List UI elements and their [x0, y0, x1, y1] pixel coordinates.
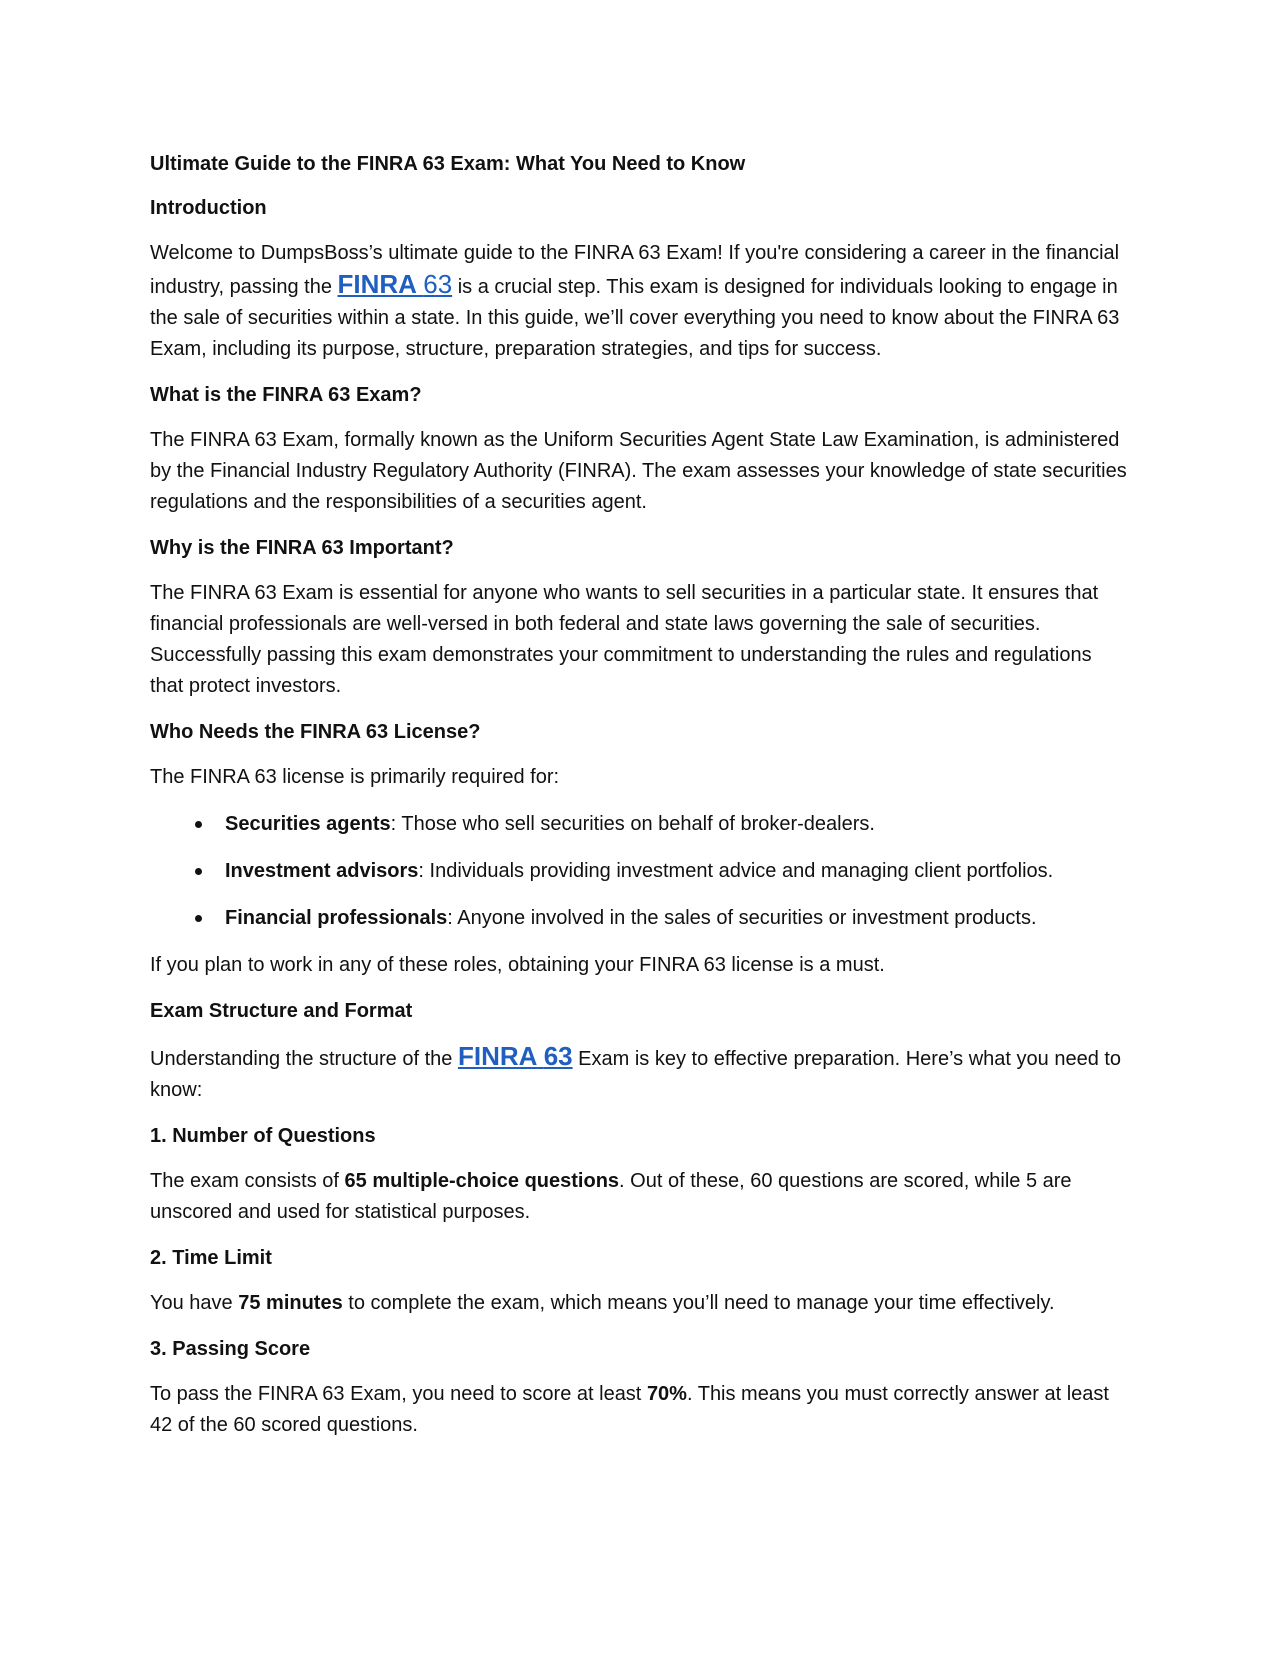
subsection-heading-questions: 1. Number of Questions — [150, 1125, 376, 1147]
list-item — [150, 856, 1130, 887]
list-item-text: : Those who sell securities on behalf of broker-dealers. — [390, 813, 875, 835]
section-heading-who: Who Needs the FINRA 63 License? — [150, 721, 481, 743]
finra-63-link-2-word: FINRA — [457, 1041, 537, 1071]
finra-63-link[interactable] — [338, 269, 453, 299]
section-heading-why: Why is the FINRA 63 Important? — [150, 537, 454, 559]
list-item-term: Financial professionals — [225, 907, 448, 929]
list-item-term: Securities agents — [225, 813, 391, 835]
passing-text-a: To pass the FINRA 63 Exam, you need to score at least — [150, 1383, 647, 1405]
list-item — [150, 809, 1130, 840]
finra-63-link-word: FINRA — [337, 269, 416, 299]
time-text-b: to complete the exam, which means you’ll need to manage your time effectively. — [342, 1292, 1055, 1314]
passing-text-b: . This means you must correctly answer at least 42 of the 60 scored questions. — [150, 1383, 1109, 1436]
section-heading-what: What is the FINRA 63 Exam? — [150, 384, 422, 406]
bullet-icon — [188, 809, 208, 840]
section-heading-introduction: Introduction — [150, 197, 267, 219]
subsection-heading-time: 2. Time Limit — [150, 1247, 272, 1269]
questions-text-a: The exam consists of — [150, 1170, 345, 1192]
structure-paragraph — [150, 1041, 1130, 1106]
who-outro-paragraph: If you plan to work in any of these roles, obtaining your FINRA 63 license is a must. — [150, 954, 885, 976]
introduction-text-b: is a crucial step. This exam is designed for individuals looking to engage in the sale of securities within a state. In this guide, we’ll cover everything you need to know about the FINRA 63 Exam, including its purpose, structure, preparation strategies, and tips for success. — [150, 276, 1120, 360]
questions-paragraph — [150, 1166, 1130, 1228]
structure-text-b: Exam is key to effective preparation. Here’s what you need to know: — [150, 1048, 1122, 1101]
bullet-icon — [188, 856, 208, 887]
introduction-paragraph — [150, 238, 1130, 365]
document-title: Ultimate Guide to the FINRA 63 Exam: What You Need to Know — [150, 153, 746, 175]
section-heading-structure: Exam Structure and Format — [150, 1000, 413, 1022]
introduction-text-a: Welcome to DumpsBoss’s ultimate guide to the FINRA 63 Exam! If you're considering a career in the financial industry, passing the — [150, 242, 1120, 298]
time-paragraph — [150, 1288, 1130, 1319]
structure-text-a: Understanding the structure of the — [150, 1048, 458, 1070]
finra-63-link-2[interactable] — [458, 1041, 573, 1071]
bullet-icon — [188, 903, 208, 934]
document-body — [150, 150, 1130, 1457]
passing-bold: 70% — [646, 1383, 687, 1405]
questions-text-b: . Out of these, 60 questions are scored, while 5 are unscored and used for statistical purposes. — [150, 1170, 1072, 1223]
time-text-a: You have — [150, 1292, 239, 1314]
who-intro-paragraph: The FINRA 63 license is primarily required for: — [150, 766, 560, 788]
finra-63-link-number: 63 — [423, 269, 453, 299]
license-holders-list — [150, 809, 1130, 934]
list-item-term: Investment advisors — [225, 860, 419, 882]
why-paragraph: The FINRA 63 Exam is essential for anyone who wants to sell securities in a particular state. It ensures that financial professionals are well-versed in both federal and state laws governing the sale of securities. Successfully passing this exam demonstrates your commitment to understanding the rules and regulations that protect investors. — [150, 582, 1099, 697]
list-item — [150, 903, 1130, 934]
what-paragraph: The FINRA 63 Exam, formally known as the Uniform Securities Agent State Law Examination, is administered by the Financial Industry Regulatory Authority (FINRA). The exam assesses your knowledge of state securities regulations and the responsibilities of a securities agent. — [150, 429, 1127, 513]
list-item-text: : Individuals providing investment advice and managing client portfolios. — [418, 860, 1054, 882]
passing-paragraph — [150, 1379, 1130, 1441]
subsection-heading-passing: 3. Passing Score — [150, 1338, 311, 1360]
finra-63-link-2-number: 63 — [543, 1041, 573, 1071]
list-item-text: : Anyone involved in the sales of securities or investment products. — [447, 907, 1037, 929]
time-bold: 75 minutes — [238, 1292, 343, 1314]
questions-bold: 65 multiple-choice questions — [344, 1170, 620, 1192]
